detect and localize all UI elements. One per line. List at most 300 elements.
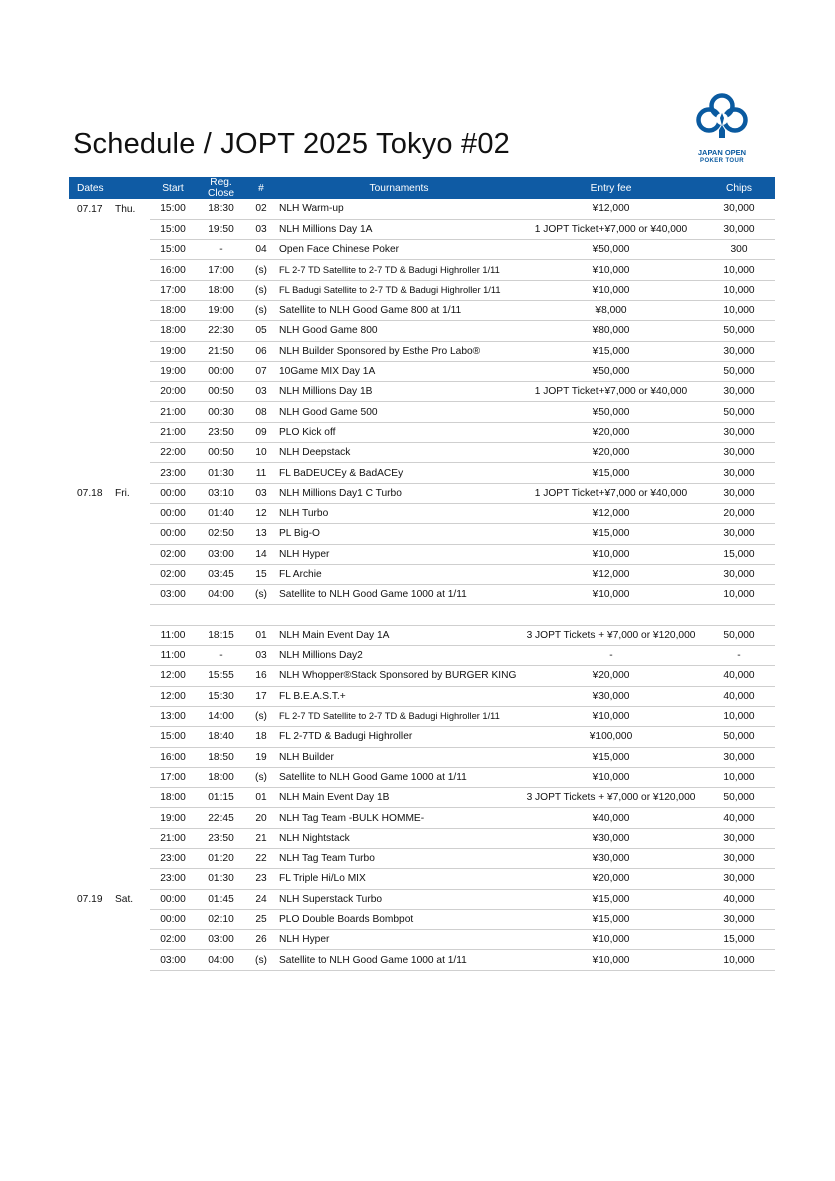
tournament-cell (276, 666, 519, 686)
start-cell (150, 747, 196, 767)
event-number: 24 (255, 893, 267, 905)
chips-value: 40,000 (723, 812, 755, 824)
start-time: 02:00 (160, 568, 186, 580)
entry-fee: ¥10,000 (592, 284, 630, 296)
reg-close-cell (196, 280, 246, 300)
event-number: 23 (255, 873, 267, 885)
reg-close-cell (196, 361, 246, 381)
reg-close-cell (196, 666, 246, 686)
reg-close-cell (196, 686, 246, 706)
table-row (69, 930, 775, 950)
tournament-name: NLH Millions Day 1B (279, 386, 373, 398)
date-cell (69, 686, 150, 706)
reg-close-cell (196, 585, 246, 605)
entry-fee: ¥50,000 (592, 366, 630, 378)
blank-cell (246, 605, 276, 625)
start-cell (150, 788, 196, 808)
reg-close-time: 03:00 (208, 934, 234, 946)
start-time: 12:00 (160, 670, 186, 682)
chips-cell (703, 321, 775, 341)
table-row (69, 849, 775, 869)
reg-close-cell (196, 747, 246, 767)
entry-fee-cell (519, 869, 703, 889)
start-cell (150, 889, 196, 909)
chips-cell (703, 585, 775, 605)
date-cell (69, 706, 150, 726)
entry-fee: ¥30,000 (592, 690, 630, 702)
blank-cell (150, 605, 196, 625)
number-cell (246, 422, 276, 442)
start-time: 18:00 (160, 325, 186, 337)
header-number: # (258, 182, 264, 194)
date-cell (69, 422, 150, 442)
entry-fee-cell (519, 767, 703, 787)
tournament-cell (276, 341, 519, 361)
reg-close-cell (196, 646, 246, 666)
chips-value: 30,000 (723, 853, 755, 865)
chips-cell (703, 625, 775, 645)
tournament-cell (276, 767, 519, 787)
entry-fee-cell (519, 686, 703, 706)
chips-value: 10,000 (723, 589, 755, 601)
entry-fee: ¥100,000 (589, 731, 633, 743)
reg-close-time: 18:00 (208, 284, 234, 296)
event-number: 11 (255, 467, 267, 479)
tournament-cell (276, 300, 519, 320)
entry-fee: ¥20,000 (592, 447, 630, 459)
reg-close-time: 01:20 (208, 853, 234, 865)
number-cell (246, 686, 276, 706)
number-cell (246, 727, 276, 747)
chips-value: 50,000 (723, 792, 755, 804)
reg-close-time: - (219, 244, 223, 256)
start-time: 18:00 (160, 305, 186, 317)
table-row (69, 402, 775, 422)
tournament-cell (276, 443, 519, 463)
number-cell (246, 909, 276, 929)
start-cell (150, 666, 196, 686)
chips-value: 10,000 (723, 284, 755, 296)
tournament-name: Satellite to NLH Good Game 1000 at 1/11 (279, 954, 467, 966)
entry-fee-cell (519, 727, 703, 747)
date-cell (69, 402, 150, 422)
reg-close-cell (196, 869, 246, 889)
start-time: 00:00 (160, 914, 186, 926)
tournament-name: NLH Main Event Day 1B (279, 792, 390, 804)
table-row (69, 524, 775, 544)
chips-cell (703, 443, 775, 463)
tournament-cell (276, 706, 519, 726)
weekday-value: Fri. (115, 487, 130, 499)
number-cell (246, 950, 276, 970)
entry-fee: ¥30,000 (592, 832, 630, 844)
date-cell (69, 341, 150, 361)
chips-cell (703, 260, 775, 280)
reg-close-time: 21:50 (208, 345, 234, 357)
reg-close-time: 19:00 (208, 305, 234, 317)
chips-cell (703, 361, 775, 381)
number-cell (246, 361, 276, 381)
table-row (69, 300, 775, 320)
start-time: 00:00 (160, 487, 186, 499)
reg-close-cell (196, 219, 246, 239)
start-time: 15:00 (160, 244, 186, 256)
tournament-cell (276, 849, 519, 869)
date-cell (69, 869, 150, 889)
start-time: 18:00 (160, 792, 186, 804)
date-value: 07.18 (77, 487, 103, 499)
chips-cell (703, 463, 775, 483)
tournament-cell (276, 930, 519, 950)
date-cell (69, 300, 150, 320)
date-cell (69, 585, 150, 605)
event-number: (s) (255, 305, 267, 317)
event-number: 06 (255, 345, 267, 357)
entry-fee-cell (519, 666, 703, 686)
start-time: 22:00 (160, 447, 186, 459)
start-time: 19:00 (160, 345, 186, 357)
chips-cell (703, 828, 775, 848)
entry-fee-cell (519, 788, 703, 808)
entry-fee: 1 JOPT Ticket+¥7,000 or ¥40,000 (534, 386, 688, 398)
reg-close-cell (196, 564, 246, 584)
tournament-name: Satellite to NLH Good Game 800 at 1/11 (279, 305, 462, 317)
tournament-name: Open Face Chinese Poker (279, 244, 400, 256)
event-number: (s) (255, 954, 267, 966)
number-cell (246, 260, 276, 280)
reg-close-time: 00:00 (208, 366, 234, 378)
date-label (77, 204, 135, 215)
table-row (69, 564, 775, 584)
tournament-cell (276, 808, 519, 828)
event-number: 13 (255, 528, 267, 540)
table-row (69, 463, 775, 483)
reg-close-cell (196, 463, 246, 483)
tournament-name: 10Game MIX Day 1A (279, 366, 376, 378)
start-time: 21:00 (160, 406, 186, 418)
tournament-name: FL 2-7 TD Satellite to 2-7 TD & Badugi Highroller 1/11 (279, 264, 500, 275)
date-cell (69, 240, 150, 260)
date-cell (69, 544, 150, 564)
event-number: 03 (255, 386, 267, 398)
date-cell (69, 483, 150, 503)
entry-fee: ¥15,000 (592, 467, 630, 479)
entry-fee: ¥10,000 (592, 711, 630, 723)
table-row (69, 585, 775, 605)
chips-cell (703, 219, 775, 239)
chips-cell (703, 686, 775, 706)
header-entry-fee: Entry fee (590, 182, 632, 194)
schedule-table (69, 177, 775, 971)
reg-close-time: 01:15 (208, 792, 234, 804)
number-cell (246, 646, 276, 666)
table-header (69, 177, 775, 199)
chips-cell (703, 524, 775, 544)
tournament-name: NLH Tag Team Turbo (279, 853, 375, 865)
tournament-cell (276, 463, 519, 483)
chips-value: 20,000 (723, 508, 755, 520)
weekday-value: Sat. (115, 893, 134, 905)
tournament-cell (276, 382, 519, 402)
chips-cell (703, 341, 775, 361)
tournament-cell (276, 199, 519, 219)
date-cell (69, 666, 150, 686)
tournament-cell (276, 646, 519, 666)
number-cell (246, 280, 276, 300)
number-cell (246, 625, 276, 645)
entry-fee-cell (519, 909, 703, 929)
table-row (69, 219, 775, 239)
chips-value: 300 (730, 244, 748, 256)
start-time: 17:00 (160, 771, 186, 783)
entry-fee-cell (519, 828, 703, 848)
start-cell (150, 422, 196, 442)
start-time: 15:00 (160, 731, 186, 743)
chips-value: 30,000 (723, 223, 755, 235)
reg-close-time: 18:30 (208, 203, 234, 215)
event-number: 09 (255, 426, 267, 438)
tournament-name: NLH Good Game 500 (279, 406, 378, 418)
chips-cell (703, 909, 775, 929)
chips-cell (703, 666, 775, 686)
entry-fee: ¥10,000 (592, 934, 630, 946)
tournament-name: NLH Main Event Day 1A (279, 629, 390, 641)
number-cell (246, 828, 276, 848)
date-cell (69, 199, 150, 219)
event-number: (s) (255, 771, 267, 783)
reg-close-time: 03:45 (208, 568, 234, 580)
tournament-name: NLH Turbo (279, 508, 329, 520)
date-cell (69, 727, 150, 747)
number-cell (246, 544, 276, 564)
table-row (69, 199, 775, 219)
reg-close-cell (196, 240, 246, 260)
date-label (77, 894, 133, 905)
start-cell (150, 483, 196, 503)
reg-close-cell (196, 909, 246, 929)
chips-cell (703, 483, 775, 503)
tournament-name: NLH Hyper (279, 548, 330, 560)
date-cell (69, 605, 150, 625)
reg-close-time: 01:40 (208, 508, 234, 520)
chips-value: 30,000 (723, 447, 755, 459)
table-row (69, 544, 775, 564)
date-cell (69, 260, 150, 280)
tournament-cell (276, 869, 519, 889)
entry-fee: ¥15,000 (592, 893, 630, 905)
entry-fee: ¥20,000 (592, 426, 630, 438)
number-cell (246, 240, 276, 260)
tournament-cell (276, 585, 519, 605)
reg-close-cell (196, 950, 246, 970)
date-cell (69, 767, 150, 787)
reg-close-cell (196, 706, 246, 726)
start-cell (150, 585, 196, 605)
start-time: 17:00 (160, 284, 186, 296)
date-cell (69, 909, 150, 929)
chips-value: 10,000 (723, 264, 755, 276)
tournament-cell (276, 422, 519, 442)
entry-fee: 3 JOPT Tickets + ¥7,000 or ¥120,000 (526, 629, 696, 641)
start-time: 03:00 (160, 954, 186, 966)
reg-close-time: 00:30 (208, 406, 234, 418)
entry-fee: ¥20,000 (592, 670, 630, 682)
chips-value: 50,000 (723, 731, 755, 743)
reg-close-cell (196, 727, 246, 747)
chips-cell (703, 402, 775, 422)
entry-fee: ¥12,000 (592, 568, 630, 580)
tournament-name: NLH Builder (279, 751, 334, 763)
tournament-name: FL Triple Hi/Lo MIX (279, 873, 366, 885)
date-cell (69, 889, 150, 909)
tournament-name: NLH Millions Day2 (279, 650, 363, 662)
entry-fee-cell (519, 361, 703, 381)
entry-fee-cell (519, 625, 703, 645)
reg-close-cell (196, 889, 246, 909)
tournament-cell (276, 909, 519, 929)
blank-cell (703, 605, 775, 625)
date-cell (69, 828, 150, 848)
chips-value: 30,000 (723, 528, 755, 540)
reg-close-cell (196, 422, 246, 442)
entry-fee-cell (519, 564, 703, 584)
entry-fee: ¥8,000 (595, 305, 627, 317)
chips-value: 30,000 (723, 751, 755, 763)
start-cell (150, 767, 196, 787)
blank-cell (196, 605, 246, 625)
table-row (69, 321, 775, 341)
weekday-value: Thu. (115, 203, 136, 215)
start-cell (150, 646, 196, 666)
entry-fee-cell (519, 321, 703, 341)
event-number: 02 (255, 203, 267, 215)
event-number: 03 (255, 223, 267, 235)
event-number: (s) (255, 711, 267, 723)
chips-cell (703, 889, 775, 909)
reg-close-cell (196, 483, 246, 503)
start-cell (150, 240, 196, 260)
event-number: 04 (255, 244, 267, 256)
start-time: 00:00 (160, 508, 186, 520)
chips-value: 50,000 (723, 366, 755, 378)
number-cell (246, 666, 276, 686)
number-cell (246, 382, 276, 402)
entry-fee-cell (519, 483, 703, 503)
tournament-cell (276, 321, 519, 341)
start-time: 03:00 (160, 589, 186, 601)
number-cell (246, 443, 276, 463)
start-cell (150, 828, 196, 848)
start-cell (150, 808, 196, 828)
start-time: 15:00 (160, 223, 186, 235)
event-number: 17 (255, 690, 267, 702)
tournament-cell (276, 889, 519, 909)
event-number: 05 (255, 325, 267, 337)
reg-close-time: 18:40 (208, 731, 234, 743)
entry-fee: ¥15,000 (592, 751, 630, 763)
entry-fee: ¥10,000 (592, 771, 630, 783)
chips-value: 30,000 (723, 487, 755, 499)
table-row (69, 443, 775, 463)
chips-value: 30,000 (723, 914, 755, 926)
reg-close-time: 00:50 (208, 386, 234, 398)
tournament-name: NLH Millions Day1 C Turbo (279, 487, 402, 499)
date-cell (69, 950, 150, 970)
table-row (69, 503, 775, 523)
table-row (69, 727, 775, 747)
number-cell (246, 808, 276, 828)
tournament-name: NLH Millions Day 1A (279, 223, 373, 235)
entry-fee-cell (519, 240, 703, 260)
table-row (69, 767, 775, 787)
start-time: 00:00 (160, 893, 186, 905)
chips-cell (703, 706, 775, 726)
tournament-cell (276, 402, 519, 422)
header-start: Start (162, 182, 184, 194)
entry-fee-cell (519, 889, 703, 909)
tournament-cell (276, 240, 519, 260)
table-row (69, 706, 775, 726)
reg-close-cell (196, 544, 246, 564)
date-value: 07.17 (77, 203, 103, 215)
entry-fee-cell (519, 544, 703, 564)
chips-value: 40,000 (723, 670, 755, 682)
date-cell (69, 849, 150, 869)
entry-fee-cell (519, 930, 703, 950)
date-cell (69, 564, 150, 584)
chips-cell (703, 382, 775, 402)
number-cell (246, 869, 276, 889)
reg-close-cell (196, 524, 246, 544)
event-number: 16 (255, 670, 267, 682)
chips-value: 30,000 (723, 345, 755, 357)
entry-fee: ¥40,000 (592, 812, 630, 824)
entry-fee-cell (519, 808, 703, 828)
table-row (69, 869, 775, 889)
chips-value: 10,000 (723, 711, 755, 723)
chips-cell (703, 930, 775, 950)
table-row (69, 686, 775, 706)
date-cell (69, 463, 150, 483)
number-cell (246, 930, 276, 950)
entry-fee-cell (519, 280, 703, 300)
start-cell (150, 706, 196, 726)
reg-close-cell (196, 443, 246, 463)
chips-value: 40,000 (723, 893, 755, 905)
reg-close-time: 15:30 (208, 690, 234, 702)
table-row (69, 889, 775, 909)
event-number: 01 (255, 792, 267, 804)
chips-cell (703, 788, 775, 808)
chips-cell (703, 747, 775, 767)
table-row (69, 341, 775, 361)
entry-fee: ¥12,000 (592, 203, 630, 215)
event-number: 08 (255, 406, 267, 418)
start-cell (150, 402, 196, 422)
tournament-cell (276, 788, 519, 808)
chips-value: 30,000 (723, 467, 755, 479)
header-tournaments: Tournaments (369, 182, 429, 194)
event-number: 20 (255, 812, 267, 824)
start-cell (150, 544, 196, 564)
entry-fee: ¥10,000 (592, 954, 630, 966)
event-number: 25 (255, 914, 267, 926)
reg-close-time: 19:50 (208, 223, 234, 235)
start-time: 21:00 (160, 832, 186, 844)
clover-icon (690, 92, 754, 144)
chips-cell (703, 280, 775, 300)
table-row (69, 483, 775, 503)
